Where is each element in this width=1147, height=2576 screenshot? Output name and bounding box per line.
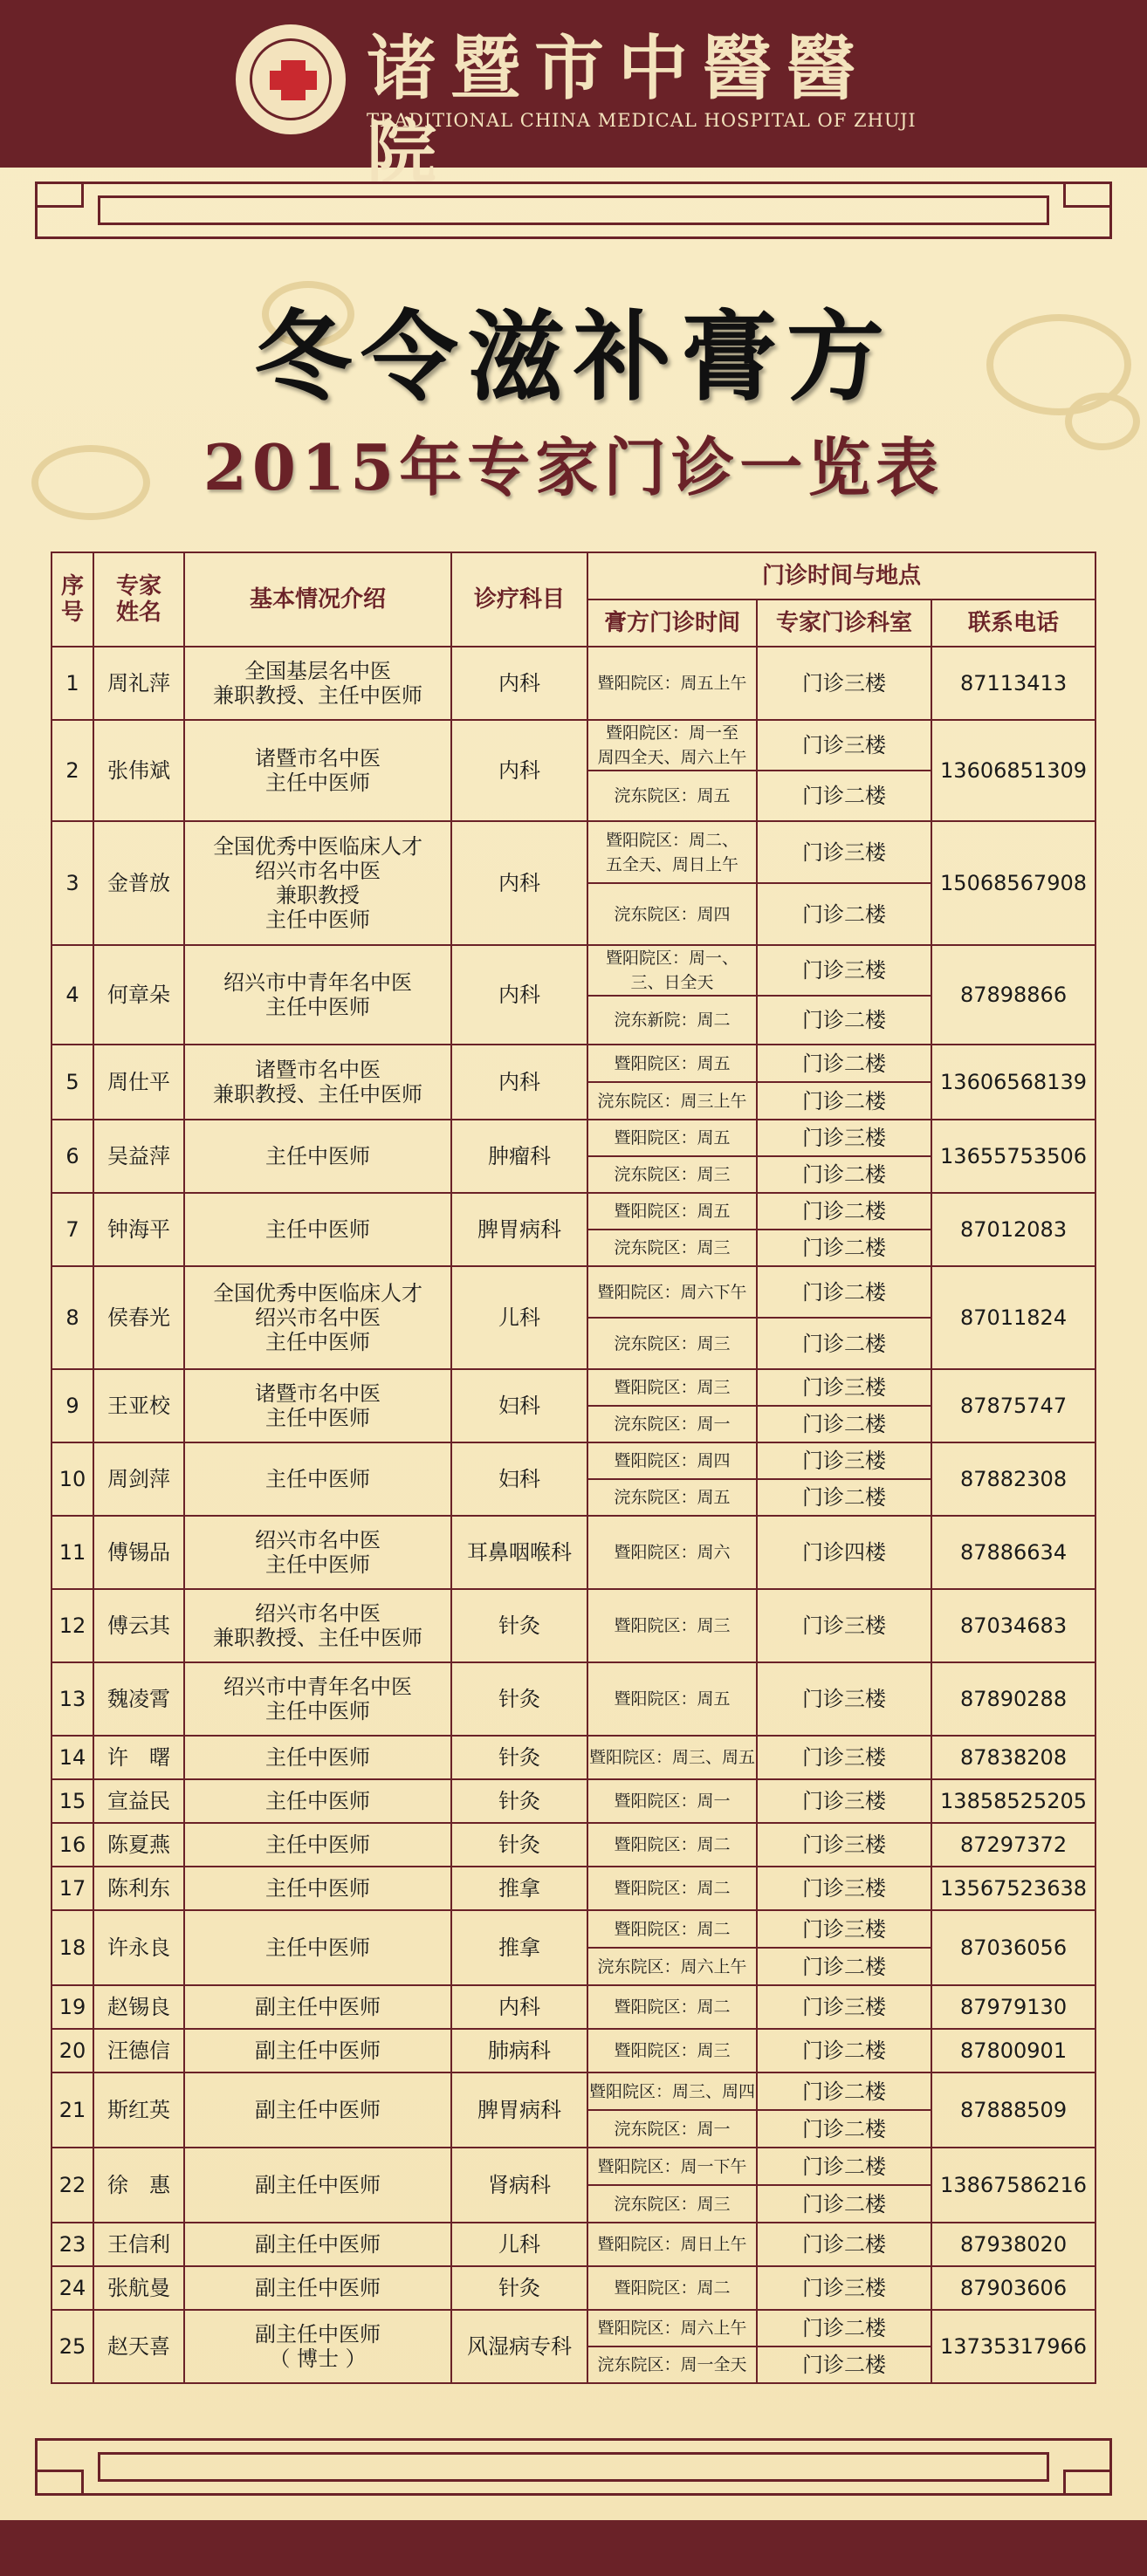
phone-number: 15068567908	[931, 821, 1095, 945]
row-number: 23	[52, 2223, 93, 2266]
department: 妇科	[451, 1442, 587, 1516]
expert-intro: 绍兴市中青年名中医 主任中医师	[184, 945, 451, 1045]
phone-number: 13655753506	[931, 1120, 1095, 1193]
expert-intro: 主任中医师	[184, 1867, 451, 1910]
department: 儿科	[451, 1266, 587, 1369]
table-row	[52, 1369, 1095, 1406]
table-row	[52, 1045, 1095, 1082]
row-number: 11	[52, 1516, 93, 1589]
department: 内科	[451, 1985, 587, 2029]
clinic-time: 暨阳院区：周三	[587, 1369, 757, 1406]
header-dept: 诊疗科目	[451, 552, 587, 647]
row-number: 24	[52, 2266, 93, 2310]
phone-number: 87011824	[931, 1266, 1095, 1369]
department: 儿科	[451, 2223, 587, 2266]
clinic-time: 浣东院区：周一全天	[587, 2346, 757, 2383]
expert-intro: 绍兴市中青年名中医 主任中医师	[184, 1662, 451, 1736]
phone-number: 87882308	[931, 1442, 1095, 1516]
clinic-time: 浣东院区：周三上午	[587, 1082, 757, 1120]
expert-intro: 全国优秀中医临床人才 绍兴市名中医 兼职教授 主任中医师	[184, 821, 451, 945]
row-number: 16	[52, 1823, 93, 1867]
expert-name: 许 曙	[93, 1736, 184, 1779]
expert-name: 徐 惠	[93, 2148, 184, 2223]
table-row	[52, 1120, 1095, 1156]
expert-intro: 诸暨市名中医 主任中医师	[184, 720, 451, 821]
expert-name: 傅锡品	[93, 1516, 184, 1589]
expert-intro: 主任中医师	[184, 1442, 451, 1516]
expert-intro: 副主任中医师 （ 博士 ）	[184, 2310, 451, 2383]
clinic-time: 暨阳院区：周五	[587, 1193, 757, 1230]
clinic-time: 暨阳院区：周二	[587, 1823, 757, 1867]
poster-title: 冬令滋补膏方	[254, 300, 893, 414]
clinic-room: 门诊三楼	[757, 647, 931, 720]
department: 推拿	[451, 1867, 587, 1910]
clinic-room: 门诊二楼	[757, 1082, 931, 1120]
expert-name: 钟海平	[93, 1193, 184, 1266]
department: 耳鼻咽喉科	[451, 1516, 587, 1589]
clinic-room: 门诊三楼	[757, 1120, 931, 1156]
row-number: 21	[52, 2072, 93, 2148]
bottom-frame-right-corner	[1063, 2470, 1112, 2496]
clinic-time: 浣东院区：周一	[587, 2110, 757, 2148]
clinic-time: 暨阳院区：周二	[587, 1985, 757, 2029]
hospital-name-cn: 诸暨市中醫醫院	[367, 27, 869, 193]
expert-intro: 绍兴市名中医 兼职教授、主任中医师	[184, 1589, 451, 1662]
header-time: 膏方门诊时间	[587, 599, 757, 647]
table-row	[52, 1823, 1095, 1867]
phone-number: 87034683	[931, 1589, 1095, 1662]
clinic-time: 暨阳院区：周六	[587, 1516, 757, 1589]
expert-intro: 主任中医师	[184, 1736, 451, 1779]
department: 内科	[451, 647, 587, 720]
clinic-time: 暨阳院区：周三、周四	[587, 2072, 757, 2110]
clinic-time: 暨阳院区：周三	[587, 2029, 757, 2072]
expert-intro: 主任中医师	[184, 1193, 451, 1266]
row-number: 14	[52, 1736, 93, 1779]
table-row	[52, 1193, 1095, 1230]
department: 妇科	[451, 1369, 587, 1442]
row-number: 8	[52, 1266, 93, 1369]
header-intro: 基本情况介绍	[184, 552, 451, 647]
clinic-room: 门诊三楼	[757, 720, 931, 771]
department: 脾胃病科	[451, 1193, 587, 1266]
table-row	[52, 1985, 1095, 2029]
clinic-time: 暨阳院区：周日上午	[587, 2223, 757, 2266]
expert-intro: 副主任中医师	[184, 1985, 451, 2029]
clinic-room: 门诊二楼	[757, 1318, 931, 1369]
clinic-room: 门诊三楼	[757, 821, 931, 883]
department: 针灸	[451, 1589, 587, 1662]
phone-number: 87903606	[931, 2266, 1095, 2310]
clinic-time: 暨阳院区：周二、 五全天、周日上午	[587, 821, 757, 883]
clinic-room: 门诊二楼	[757, 1479, 931, 1516]
clinic-room: 门诊二楼	[757, 1230, 931, 1266]
table-row	[52, 821, 1095, 883]
clinic-room: 门诊三楼	[757, 1589, 931, 1662]
expert-name: 张航曼	[93, 2266, 184, 2310]
header-schedule-group: 门诊时间与地点	[587, 552, 1095, 599]
phone-number: 87875747	[931, 1369, 1095, 1442]
clinic-room: 门诊三楼	[757, 2266, 931, 2310]
clinic-time: 暨阳院区：周一	[587, 1779, 757, 1823]
phone-number: 13567523638	[931, 1867, 1095, 1910]
department: 风湿病专科	[451, 2310, 587, 2383]
clinic-time: 暨阳院区：周四	[587, 1442, 757, 1479]
phone-number: 87938020	[931, 2223, 1095, 2266]
clinic-time: 暨阳院区：周五	[587, 1045, 757, 1082]
clinic-time: 浣东院区：周三	[587, 1230, 757, 1266]
expert-intro: 全国优秀中医临床人才 绍兴市名中医 主任中医师	[184, 1266, 451, 1369]
phone-number: 87113413	[931, 647, 1095, 720]
top-frame-right-corner	[1063, 182, 1112, 208]
clinic-room: 门诊三楼	[757, 1779, 931, 1823]
clinic-time: 浣东院区：周三	[587, 1318, 757, 1369]
row-number: 18	[52, 1910, 93, 1985]
expert-name: 王信利	[93, 2223, 184, 2266]
row-number: 22	[52, 2148, 93, 2223]
table-row	[52, 647, 1095, 720]
row-number: 5	[52, 1045, 93, 1120]
top-frame-left-corner	[35, 182, 84, 208]
expert-name: 周剑萍	[93, 1442, 184, 1516]
phone-number: 87979130	[931, 1985, 1095, 2029]
clinic-room: 门诊二楼	[757, 883, 931, 945]
expert-intro: 主任中医师	[184, 1823, 451, 1867]
department: 内科	[451, 821, 587, 945]
clinic-room: 门诊二楼	[757, 771, 931, 821]
table-row	[52, 2148, 1095, 2185]
clinic-time: 浣东新院：周二	[587, 996, 757, 1045]
clinic-time: 暨阳院区：周三	[587, 1589, 757, 1662]
clinic-room: 门诊二楼	[757, 2148, 931, 2185]
expert-name: 宣益民	[93, 1779, 184, 1823]
clinic-room: 门诊二楼	[757, 2110, 931, 2148]
department: 针灸	[451, 2266, 587, 2310]
expert-intro: 主任中医师	[184, 1120, 451, 1193]
expert-name: 周礼萍	[93, 647, 184, 720]
row-number: 3	[52, 821, 93, 945]
hospital-logo	[236, 24, 346, 134]
table-row	[52, 2072, 1095, 2110]
clinic-room: 门诊三楼	[757, 1985, 931, 2029]
clinic-room: 门诊二楼	[757, 1193, 931, 1230]
expert-name: 陈利东	[93, 1867, 184, 1910]
expert-name: 汪德信	[93, 2029, 184, 2072]
clinic-time: 暨阳院区：周一至 周四全天、周六上午	[587, 720, 757, 771]
phone-number: 87800901	[931, 2029, 1095, 2072]
poster-subtitle: 2015年专家门诊一览表	[203, 430, 944, 504]
hospital-name-en: TRADITIONAL CHINA MEDICAL HOSPITAL OF ZHUJI	[367, 110, 917, 131]
clinic-time: 浣东院区：周五	[587, 771, 757, 821]
table-row	[52, 720, 1095, 771]
expert-intro: 副主任中医师	[184, 2072, 451, 2148]
row-number: 4	[52, 945, 93, 1045]
clinic-room: 门诊二楼	[757, 2310, 931, 2346]
expert-intro: 副主任中医师	[184, 2029, 451, 2072]
clinic-time: 暨阳院区：周六上午	[587, 2310, 757, 2346]
clinic-time: 浣东院区：周三	[587, 2185, 757, 2223]
clinic-room: 门诊三楼	[757, 1910, 931, 1948]
clinic-time: 浣东院区：周四	[587, 883, 757, 945]
clinic-room: 门诊二楼	[757, 1045, 931, 1082]
header-phone: 联系电话	[931, 599, 1095, 647]
clinic-room: 门诊二楼	[757, 2185, 931, 2223]
row-number: 17	[52, 1867, 93, 1910]
phone-number: 87890288	[931, 1662, 1095, 1736]
clinic-time: 暨阳院区：周五	[587, 1120, 757, 1156]
department: 推拿	[451, 1910, 587, 1985]
expert-intro: 主任中医师	[184, 1779, 451, 1823]
row-number: 19	[52, 1985, 93, 2029]
department: 针灸	[451, 1823, 587, 1867]
clinic-room: 门诊二楼	[757, 996, 931, 1045]
phone-number: 13606851309	[931, 720, 1095, 821]
clinic-time: 暨阳院区：周一下午	[587, 2148, 757, 2185]
phone-number: 87838208	[931, 1736, 1095, 1779]
bottom-frame-inner	[98, 2452, 1049, 2482]
table-row	[52, 1589, 1095, 1662]
row-number: 12	[52, 1589, 93, 1662]
expert-clinic-table	[51, 552, 1096, 2384]
clinic-room: 门诊三楼	[757, 1867, 931, 1910]
header-room: 专家门诊科室	[757, 599, 931, 647]
expert-intro: 诸暨市名中医 主任中医师	[184, 1369, 451, 1442]
top-frame-inner	[98, 195, 1049, 225]
expert-name: 何章朵	[93, 945, 184, 1045]
department: 肾病科	[451, 2148, 587, 2223]
expert-name: 许永良	[93, 1910, 184, 1985]
department: 肺病科	[451, 2029, 587, 2072]
expert-intro: 诸暨市名中医 兼职教授、主任中医师	[184, 1045, 451, 1120]
expert-name: 斯红英	[93, 2072, 184, 2148]
department: 内科	[451, 1045, 587, 1120]
table-row	[52, 1779, 1095, 1823]
row-number: 15	[52, 1779, 93, 1823]
phone-number: 87886634	[931, 1516, 1095, 1589]
expert-name: 赵天喜	[93, 2310, 184, 2383]
clinic-room: 门诊二楼	[757, 2072, 931, 2110]
row-number: 13	[52, 1662, 93, 1736]
clinic-room: 门诊三楼	[757, 1736, 931, 1779]
expert-name: 侯春光	[93, 1266, 184, 1369]
department: 脾胃病科	[451, 2072, 587, 2148]
clinic-room: 门诊二楼	[757, 2029, 931, 2072]
phone-number: 87297372	[931, 1823, 1095, 1867]
table-row	[52, 945, 1095, 996]
department: 内科	[451, 720, 587, 821]
header-name: 专家姓名	[93, 552, 184, 647]
phone-number: 13867586216	[931, 2148, 1095, 2223]
phone-number: 87036056	[931, 1910, 1095, 1985]
table-row	[52, 1662, 1095, 1736]
clinic-room: 门诊二楼	[757, 1156, 931, 1193]
table-row	[52, 1736, 1095, 1779]
expert-intro: 副主任中医师	[184, 2266, 451, 2310]
clinic-room: 门诊四楼	[757, 1516, 931, 1589]
expert-name: 张伟斌	[93, 720, 184, 821]
row-number: 25	[52, 2310, 93, 2383]
clinic-room: 门诊三楼	[757, 1369, 931, 1406]
clinic-time: 浣东院区：周六上午	[587, 1948, 757, 1985]
footer-band	[0, 2520, 1147, 2576]
row-number: 1	[52, 647, 93, 720]
clinic-time: 暨阳院区：周三、周五	[587, 1736, 757, 1779]
department: 肿瘤科	[451, 1120, 587, 1193]
clinic-time: 浣东院区：周一	[587, 1406, 757, 1442]
clinic-room: 门诊三楼	[757, 1662, 931, 1736]
clinic-time: 浣东院区：周五	[587, 1479, 757, 1516]
table-row	[52, 1516, 1095, 1589]
phone-number: 13735317966	[931, 2310, 1095, 2383]
expert-name: 周仕平	[93, 1045, 184, 1120]
table-row	[52, 1867, 1095, 1910]
expert-intro: 主任中医师	[184, 1910, 451, 1985]
clinic-room: 门诊三楼	[757, 1442, 931, 1479]
phone-number: 87012083	[931, 1193, 1095, 1266]
clinic-room: 门诊三楼	[757, 1823, 931, 1867]
expert-name: 王亚校	[93, 1369, 184, 1442]
expert-intro: 副主任中医师	[184, 2223, 451, 2266]
clinic-time: 暨阳院区：周二	[587, 1867, 757, 1910]
expert-name: 金普放	[93, 821, 184, 945]
clinic-time: 暨阳院区：周一、 三、日全天	[587, 945, 757, 996]
expert-name: 赵锡良	[93, 1985, 184, 2029]
clinic-time: 暨阳院区：周二	[587, 1910, 757, 1948]
header-no: 序号	[52, 552, 93, 647]
department: 针灸	[451, 1779, 587, 1823]
phone-number: 13606568139	[931, 1045, 1095, 1120]
clinic-room: 门诊二楼	[757, 1948, 931, 1985]
clinic-room: 门诊二楼	[757, 2346, 931, 2383]
row-number: 2	[52, 720, 93, 821]
table-row	[52, 1910, 1095, 1948]
row-number: 7	[52, 1193, 93, 1266]
clinic-room: 门诊二楼	[757, 1406, 931, 1442]
clinic-time: 暨阳院区：周二	[587, 2266, 757, 2310]
clinic-time: 浣东院区：周三	[587, 1156, 757, 1193]
row-number: 10	[52, 1442, 93, 1516]
expert-name: 魏凌霄	[93, 1662, 184, 1736]
expert-name: 吴益萍	[93, 1120, 184, 1193]
department: 针灸	[451, 1736, 587, 1779]
table-row	[52, 2310, 1095, 2346]
department: 内科	[451, 945, 587, 1045]
hospital-header	[0, 0, 1147, 193]
clinic-time: 暨阳院区：周五上午	[587, 647, 757, 720]
bottom-frame-left-corner	[35, 2470, 84, 2496]
table-row	[52, 2029, 1095, 2072]
table-row	[52, 2266, 1095, 2310]
clinic-time: 暨阳院区：周六下午	[587, 1266, 757, 1318]
table-row	[52, 2223, 1095, 2266]
expert-intro: 全国基层名中医 兼职教授、主任中医师	[184, 647, 451, 720]
expert-name: 陈夏燕	[93, 1823, 184, 1867]
table-row	[52, 1442, 1095, 1479]
expert-intro: 副主任中医师	[184, 2148, 451, 2223]
expert-name: 傅云其	[93, 1589, 184, 1662]
table-row	[52, 1266, 1095, 1318]
clinic-room: 门诊二楼	[757, 1266, 931, 1318]
department: 针灸	[451, 1662, 587, 1736]
phone-number: 13858525205	[931, 1779, 1095, 1823]
row-number: 6	[52, 1120, 93, 1193]
clinic-time: 暨阳院区：周五	[587, 1662, 757, 1736]
clinic-room: 门诊二楼	[757, 2223, 931, 2266]
expert-intro: 绍兴市名中医 主任中医师	[184, 1516, 451, 1589]
phone-number: 87888509	[931, 2072, 1095, 2148]
row-number: 9	[52, 1369, 93, 1442]
table-body	[52, 647, 1095, 2383]
row-number: 20	[52, 2029, 93, 2072]
clinic-room: 门诊三楼	[757, 945, 931, 996]
phone-number: 87898866	[931, 945, 1095, 1045]
